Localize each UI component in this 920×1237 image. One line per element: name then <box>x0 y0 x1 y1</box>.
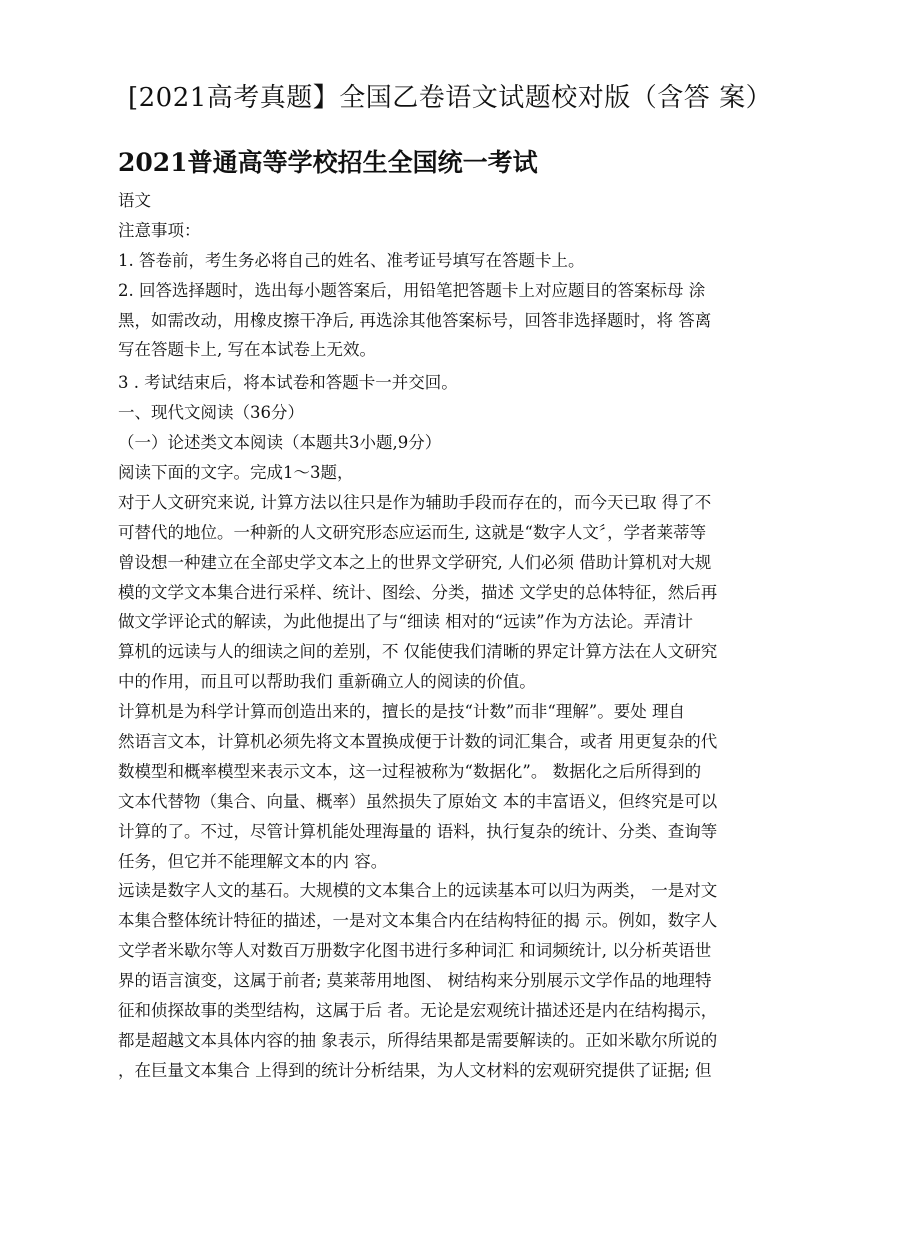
reading-instruction: 阅读下面的文字。完成1〜3题， <box>118 463 354 483</box>
paragraph-line: 远读是数字人文的基石。大规模的文本集合上的远读基本可以归为两类， 一是对文 <box>118 881 718 901</box>
document-title: [2021高考真题】全国乙卷语文试题校对版（含答 案） <box>128 83 773 113</box>
paragraph-line: 数模型和概率模型来表示文本，这一过程被称为“数据化”。 数据化之后所得到的 <box>118 761 702 781</box>
notice-line: 1. 答卷前，考生务必将自己的姓名、准考证号填写在答题卡上。 <box>118 250 585 270</box>
subsection-heading: （一）论述类文本阅读（本题共3小题,9分） <box>118 433 442 453</box>
notice-line: 黑，如需改动，用橡皮擦干净后, 再选涂其他答案标号，回答非选择题时，将 答离 <box>118 310 712 330</box>
paragraph-1 <box>118 488 808 697</box>
paragraph-line: 本集合整体统计特征的描述，一是对文本集合内在结构特征的揭 示。例如，数字人 <box>118 911 718 931</box>
paragraph-line: 曾设想一种建立在全部史学文本之上的世界文学研究, 人们必须 借助计算机对大规 <box>118 552 712 572</box>
paragraph-line: 都是超越文本具体内容的抽 象表示，所得结果都是需要解读的。正如米歇尔所说的 <box>118 1030 718 1050</box>
paragraph-line: ，在巨量文本集合 上得到的统计分析结果，为人文材料的宏观研究提供了证据; 但 <box>118 1060 712 1080</box>
section-heading: 一、现代文阅读（36分） <box>118 403 304 423</box>
exam-title: 2021普通高等学校招生全国统一考试 <box>118 148 538 177</box>
notice-line: 2. 回答选择题时，选出每小题答案后，用铅笔把答题卡上对应题目的答案标母 涂 <box>118 280 706 300</box>
paragraph-line: 对于人文研究来说, 计算方法以往只是作为辅助手段而存在的，而今天已取 得了不 <box>118 492 712 512</box>
paragraph-line: 模的文学文本集合进行采样、统计、图绘、分类，描述 文学史的总体特征，然后再 <box>118 582 718 602</box>
paragraph-2 <box>118 697 808 876</box>
document-body <box>118 186 808 1086</box>
paragraph-3 <box>118 876 808 1085</box>
paragraph-line: 界的语言演变，这属于前者; 莫莱蒂用地图、 树结构来分别展示文学作品的地理特 <box>118 971 712 991</box>
subject-label: 语文 <box>118 191 151 210</box>
notice-heading: 注意事项： <box>118 220 201 240</box>
paragraph-line: 可替代的地位。一种新的人文研究形态应运而生, 这就是“数字人文〞，学者莱蒂等 <box>118 522 707 542</box>
paragraph-line: 然语言文本，计算机必须先将文本置换成便于计数的词汇集合，或者 用更复杂的代 <box>118 732 718 752</box>
paragraph-line: 中的作用，而且可以帮助我们 重新确立人的阅读的价值。 <box>118 672 536 692</box>
notice-line: 写在答题卡上, 写在本试卷上无效。 <box>118 340 376 360</box>
paragraph-line: 文学者米歇尔等人对数百万册数字化图书进行多种词汇 和词频统计, 以分析英语世 <box>118 941 712 961</box>
paragraph-line: 征和侦探故事的类型结构，这属于后 者。无论是宏观统计描述还是内在结构揭示， <box>118 1001 718 1021</box>
paragraph-line: 做文学评论式的解读，为此他提出了与“细读 相对的“远读”作为方法论。弄清计 <box>118 612 694 632</box>
paragraph-line: 计算的了。不过，尽管计算机能处理海量的 语料，执行复杂的统计、分类、查询等 <box>118 821 718 841</box>
paragraph-line: 任务，但它并不能理解文本的内 容。 <box>118 851 388 871</box>
paragraph-line: 算机的远读与人的细读之间的差别，不 仅能使我们清晰的界定计算方法在人文研究 <box>118 642 718 662</box>
paragraph-line: 计算机是为科学计算而创造出来的，擅长的是技“计数”而非“理解”。要处 理自 <box>118 702 685 722</box>
paragraph-line: 文本代替物（集合、向量、概率）虽然损失了原始文 本的丰富语义，但终究是可以 <box>118 791 718 811</box>
notice-line: 3 . 考试结束后，将本试卷和答题卡一并交回。 <box>118 373 458 393</box>
